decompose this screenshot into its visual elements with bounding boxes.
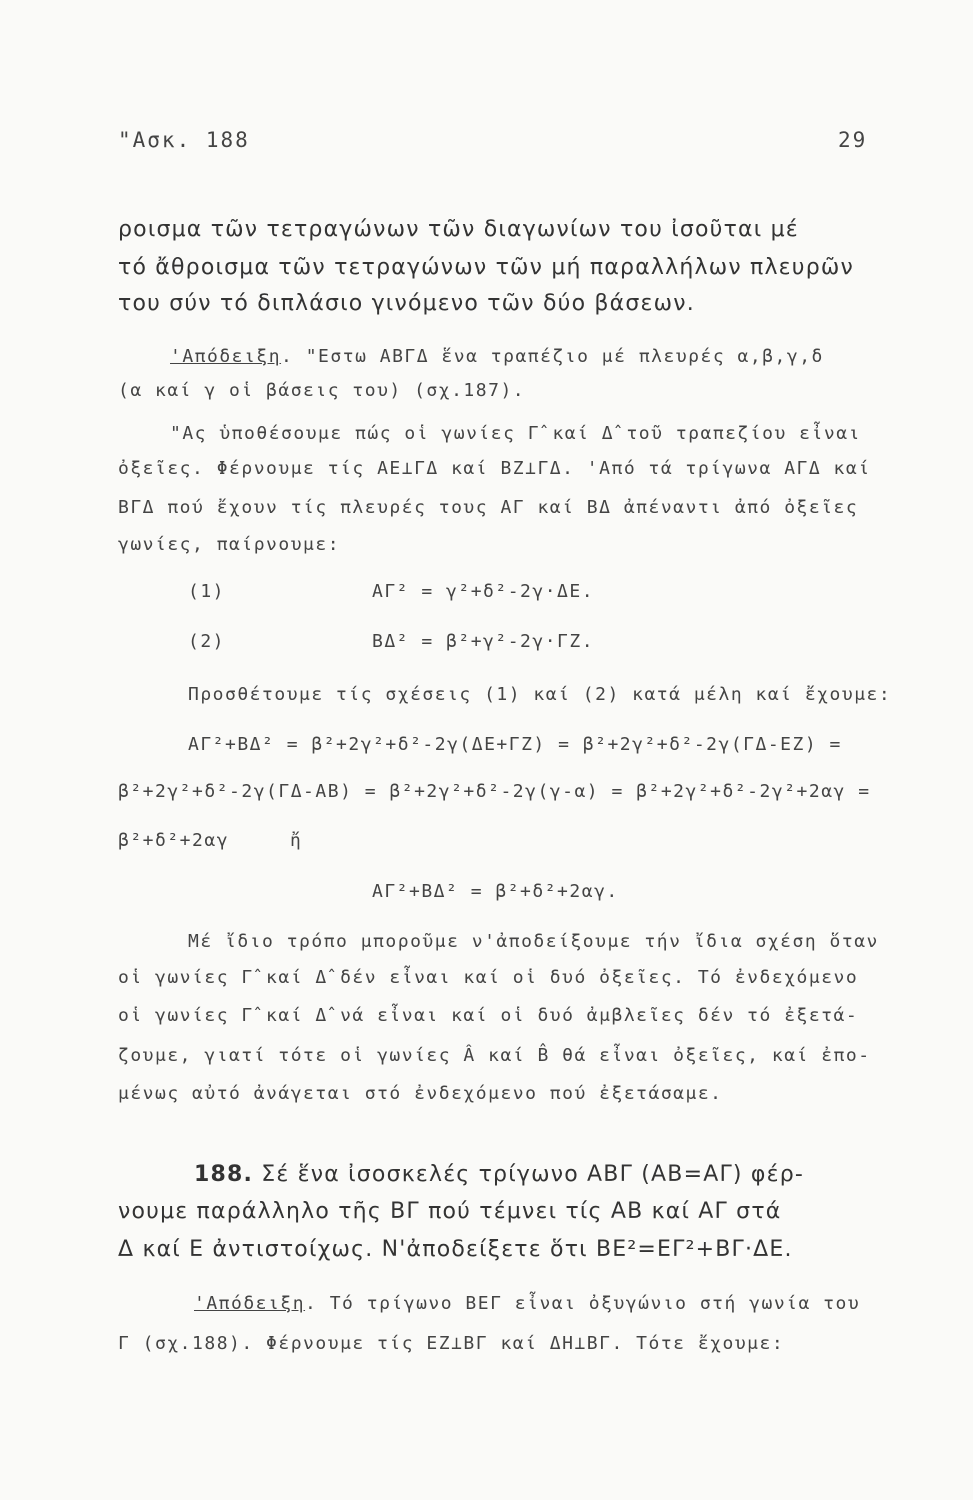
text-span: Σέ ἕνα ἰσοσκελές τρίγωνο ΑΒΓ (ΑΒ=ΑΓ) φέρ-	[253, 1162, 804, 1187]
text-line: Προσθέτουμε τίς σχέσεις (1) καί (2) κατά μέλη καί ἔχουμε:	[188, 684, 892, 705]
exercise-number: 188.	[194, 1162, 254, 1187]
text-span: . "Εστω ΑΒΓΔ ἕνα τραπέζιο μέ πλευρές α,β,γ,δ	[281, 346, 824, 367]
proof-label: 'Απόδειξη	[170, 346, 282, 367]
text-line: Γ (σχ.188). Φέρνουμε τίς ΕΖ⊥ΒΓ καί ΔΗ⊥ΒΓ. Τότε ἔχουμε:	[118, 1333, 785, 1354]
equation: ΑΓ² = γ²+δ²-2γ·ΔΕ.	[372, 581, 595, 602]
equation-number: (1)	[188, 581, 226, 602]
text-line: Δ καί Ε ἀντιστοίχως. Ν'ἀποδείξετε ὅτι ΒΕ²=ΕΓ²+ΒΓ·ΔΕ.	[118, 1237, 793, 1262]
page-number: 29	[838, 128, 868, 152]
equation: ΑΓ²+ΒΔ² = β²+δ²+2αγ.	[372, 881, 619, 902]
equation: ΑΓ²+ΒΔ² = β²+2γ²+δ²-2γ(ΔΕ+ΓΖ) = β²+2γ²+δ²-2γ(ΓΔ-ΕΖ) =	[188, 734, 842, 755]
equation: ΒΔ² = β²+γ²-2γ·ΓΖ.	[372, 631, 595, 652]
text-line: Μέ ἴδιο τρόπο μποροῦμε ν'ἀποδείξουμε τήν ἴδια σχέση ὅταν	[188, 931, 879, 952]
equation-number: (2)	[188, 631, 226, 652]
exercise-statement	[194, 1163, 804, 1187]
equation: β²+δ²+2αγ	[118, 830, 230, 851]
text-line: ροισμα τῶν τετραγώνων τῶν διαγωνίων του ἰσοῦται μέ	[118, 217, 799, 242]
text-line: "Ας ὑποθέσουμε πώς οἱ γωνίες Γ̂ καί Δ̂ τοῦ τραπεζίου εἶναι	[170, 423, 861, 444]
text-line: ὀξεῖες. Φέρνουμε τίς ΑΕ⊥ΓΔ καί ΒΖ⊥ΓΔ. 'Από τά τρίγωνα ΑΓΔ καί	[118, 458, 871, 479]
text-line: τό ἄθροισμα τῶν τετραγώνων τῶν μή παραλλήλων πλευρῶν	[118, 255, 854, 280]
text-line: οἱ γωνίες Γ̂ καί Δ̂ νά εἶναι καί οἱ δυό ἀμβλεῖες δέν τό ἐξετά-	[118, 1005, 859, 1026]
equation: β²+2γ²+δ²-2γ(ΓΔ-ΑΒ) = β²+2γ²+δ²-2γ(γ-α) = β²+2γ²+δ²-2γ²+2αγ =	[118, 781, 871, 802]
text-line: μένως αὐτό ἀνάγεται στό ἐνδεχόμενο πού ἐξετάσαμε.	[118, 1083, 723, 1104]
proof-label: 'Απόδειξη	[194, 1293, 306, 1314]
text-line: οἱ γωνίες Γ̂ καί Δ̂ δέν εἶναι καί οἱ δυό ὀξεῖες. Τό ἐνδεχόμενο	[118, 967, 859, 988]
text-line: (α καί γ οἱ βάσεις του) (σχ.187).	[118, 380, 526, 401]
text-line	[170, 345, 824, 369]
text-line: νουμε παράλληλο τῆς ΒΓ πού τέμνει τίς ΑΒ καί ΑΓ στά	[118, 1199, 782, 1224]
running-header: "Ασκ. 188	[118, 128, 250, 152]
text-span: . Τό τρίγωνο ΒΕΓ εἶναι ὀξυγώνιο στή γωνία του	[305, 1293, 861, 1314]
text-line	[194, 1292, 860, 1316]
connective-or: ἤ	[290, 830, 303, 851]
text-line: ΒΓΔ πού ἔχουν τίς πλευρές τους ΑΓ καί ΒΔ ἀπέναντι ἀπό ὀξεῖες	[118, 497, 859, 518]
text-line: του σύν τό διπλάσιο γινόμενο τῶν δύο βάσεων.	[118, 291, 695, 316]
text-line: ζουμε, γιατί τότε οἱ γωνίες Â καί B̂ θά εἶναι ὀξεῖες, καί ἐπο-	[118, 1045, 871, 1066]
text-line: γωνίες, παίρνουμε:	[118, 534, 341, 555]
